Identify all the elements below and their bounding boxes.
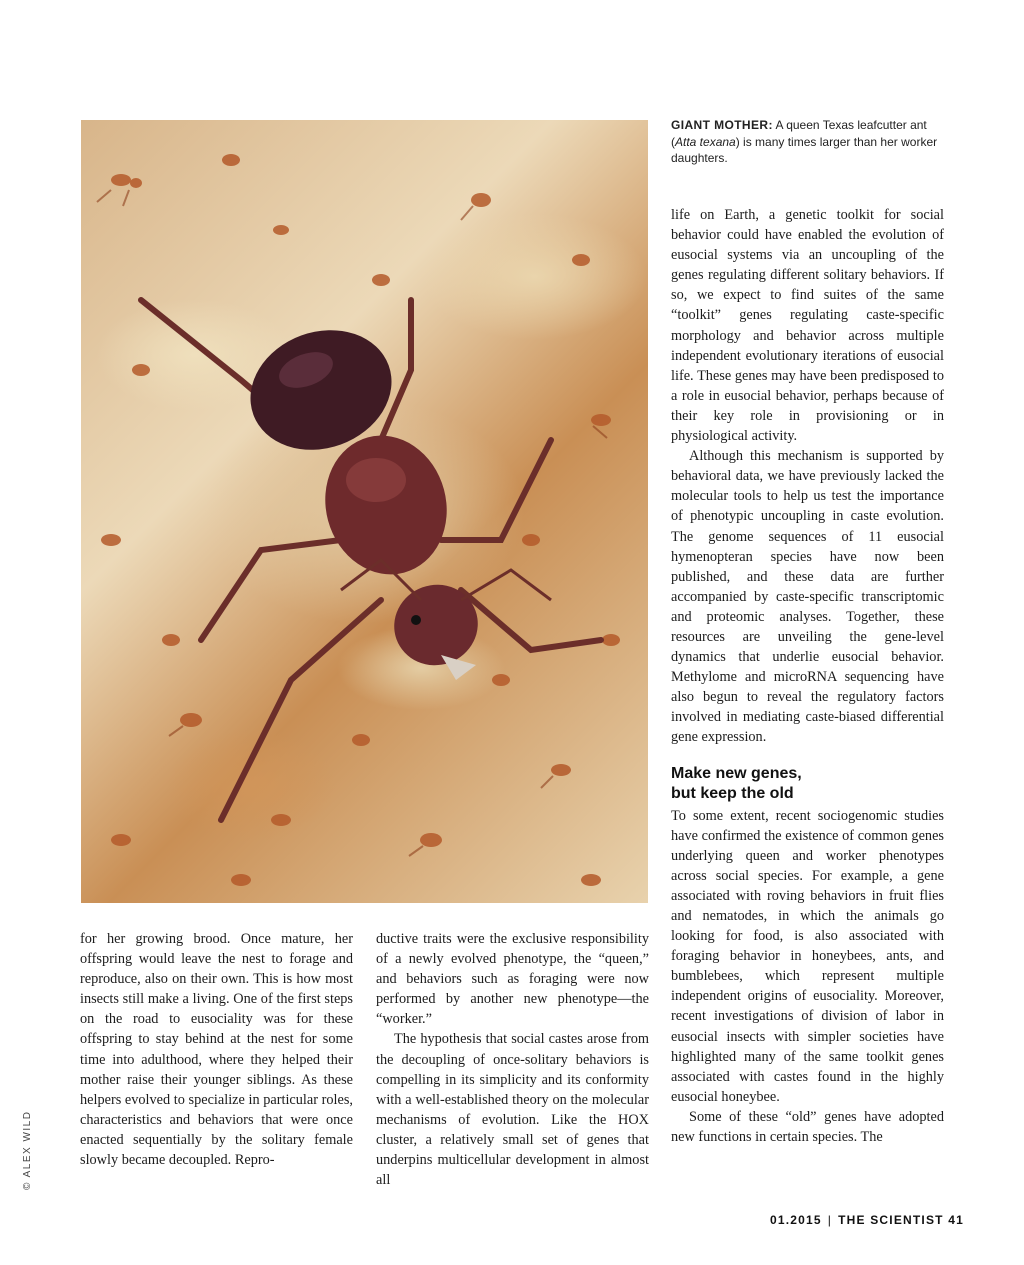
column1-paragraph-1: for her growing brood. Once mature, her offspring would leave the nest to forage and reproduce, also on their own. This is how most insects still make a living. One of the first steps on the road to eusociality was for these offspring to stay behind at the nest for some time into adulthood, where they helped their mother raise their younger siblings. As these helpers evolved to specialize in particular roles, characteristics and behaviors that were once enacted sequentially by the solitary female slowly became decoupled. Repro- (80, 931, 353, 1169)
column3-paragraph-3: To some extent, recent sociogenomic studies have confirmed the existence of common genes underlying queen and worker phenotypes across social species. For example, a gene associated with roving behaviors in fruit flies and nematodes, in which the animals go looking for food, is also associated with foraging behavior in honeybees, ants, and bumblebees, which represent multiple independent origins of eusociality. Moreover, recent investigations of division of labor in eusocial insects with simpler societies have highlighted many of the same toolkit genes associated with castes found in the highly eusocial honeybee. (671, 807, 944, 1105)
column3-paragraph-4: Some of these “old” genes have adopted new functions in certain species. The (671, 1108, 944, 1146)
photo-caption (671, 117, 951, 167)
photo-credit: © ALEX WILD (22, 1110, 33, 1190)
section-heading-line-2: but keep the old (671, 784, 794, 802)
article-column-1 (80, 929, 353, 1170)
section-heading-line-1: Make new genes, (671, 764, 802, 782)
column3-paragraph-1: life on Earth, a genetic toolkit for social behavior could have enabled the evolution of eusocial systems via an uncoupling of the genes regulating different solitary behaviors. If so, we expect to find suites of the same “toolkit” genes regulating caste-specific morphology and behavior across multiple independent evolutionary iterations of eusocial life. These genes may have been predisposed to a role in eusocial behavior, perhaps because of their key role in provisioning or in physiological activity. (671, 207, 944, 445)
queen-ant-photo (81, 120, 648, 903)
column2-paragraph-2: The hypothesis that social castes arose from the decoupling of once-solitary behaviors is compelling in its simplicity and its conformity with a well-established theory on the molecular mechanisms of evolution. Like the HOX cluster, a relatively small set of genes that underpins multicellular development in almost all (376, 1031, 649, 1189)
caption-species: Atta texana (675, 134, 736, 149)
ant-illustration (81, 120, 648, 903)
article-column-2 (376, 929, 649, 1190)
article-column-3 (671, 205, 944, 1147)
footer-magazine: THE SCIENTIST (838, 1213, 944, 1227)
page-footer (770, 1213, 964, 1227)
column3-paragraph-2: Although this mechanism is supported by behavioral data, we have previously lacked the molecular tools to help us test the importance of phenotypic uncoupling in caste evolution. The genome sequences of 11 eusocial hymenopteran species have now been published, and these data are further accompanied by caste-specific transcriptomic and proteomic analyses. Together, these resources are unveiling the gene-level dynamics that underlie eusocial behavior. Methylome and microRNA sequencing have also begun to reveal the regulatory factors involved in mediating caste-biased differential gene expression. (671, 448, 944, 746)
column2-paragraph-1: ductive traits were the exclusive responsibility of a newly evolved phenotype, the “queen,” and behaviors such as foraging were now performed by another new phenotype—the “worker.” (376, 931, 649, 1028)
page-number: 41 (948, 1213, 964, 1227)
footer-date: 01.2015 (769, 1213, 822, 1227)
caption-text-2: ) is many times larger than her worker daughters. (671, 134, 938, 165)
caption-lead: GIANT MOTHER: (671, 118, 773, 132)
section-heading (671, 764, 944, 804)
footer-separator: | (827, 1213, 833, 1227)
caption-text-1: A queen Texas leafcutter ant ( (671, 118, 927, 149)
